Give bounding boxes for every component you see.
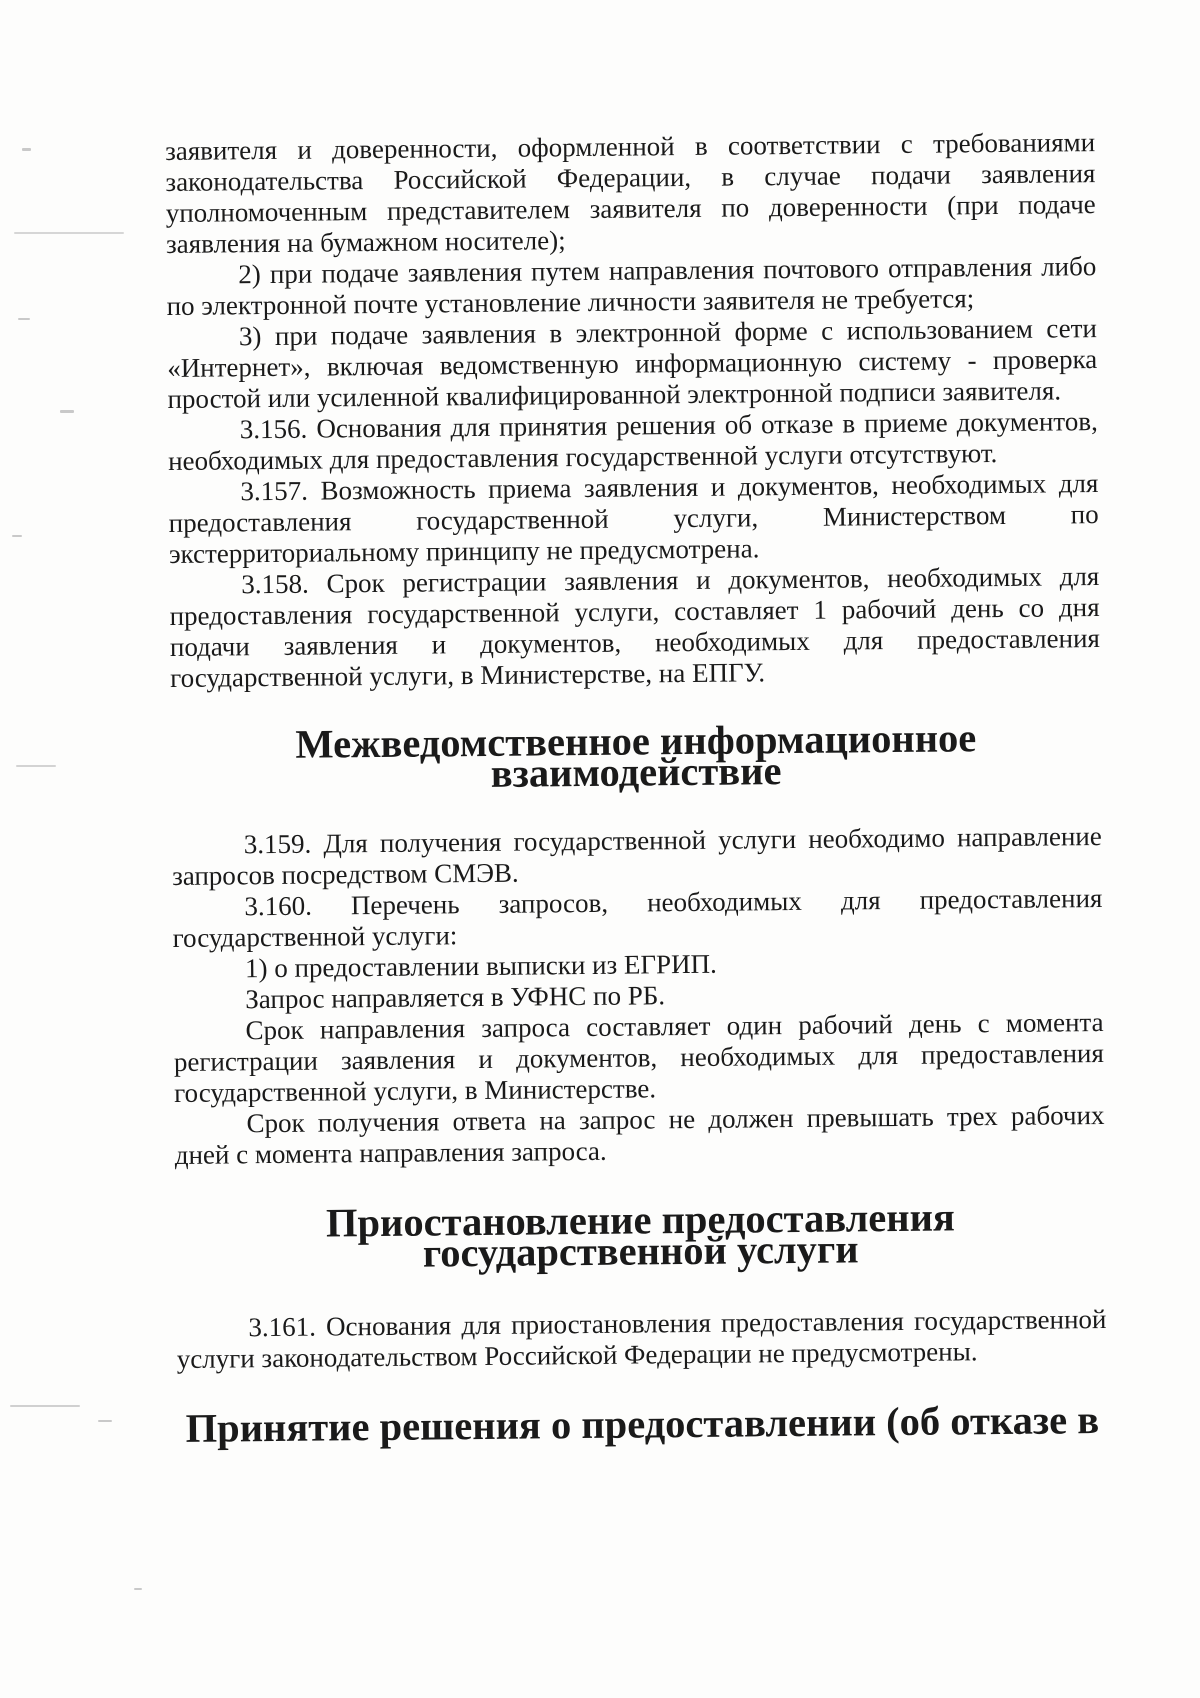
scan-speck xyxy=(60,410,74,413)
paragraph-3-156: 3.156. Основания для принятия решения об отказе в приеме документов, необходимых для предоставления государственной услуги отсутствуют. xyxy=(167,406,1098,476)
paragraph-3-157: 3.157. Возможность приема заявления и документов, необходимых для предоставления государственной услуги, Министерством по экстерриториальному принципу не предусмотрена. xyxy=(168,468,1099,569)
section-heading-suspension: Приостановление предоставления государственной услуги xyxy=(325,1194,956,1276)
paragraph-item-3: 3) при подаче заявления в электронной форме с использованием сети «Интернет», включая ведомственную информационную систему - проверка простой или усиленной квалифицированной электронной подписи заявителя. xyxy=(167,313,1098,414)
section-heading-interagency: Межведомственное информационное взаимодействие xyxy=(295,715,977,796)
scan-speck xyxy=(12,535,22,537)
section-heading-decision: Принятие решения о предоставлении (об отказе в xyxy=(185,1397,1100,1451)
paragraph-3-159: 3.159. Для получения государственной услуги необходимо направление запросов посредством СМЭВ. xyxy=(171,821,1102,891)
paragraph-request-deadline: Срок направления запроса составляет один рабочий день с момента регистрации заявления и документов, необходимых для предоставления государственной услуги, в Министерстве. xyxy=(173,1007,1104,1108)
scan-speck xyxy=(16,765,56,767)
scan-speck xyxy=(10,1405,80,1407)
scan-speck xyxy=(134,1588,142,1590)
scan-speck xyxy=(98,1420,112,1422)
paragraph-request-recipient: Запрос направляется в УФНС по РБ. xyxy=(245,980,666,1015)
paragraph-continuation: заявителя и доверенности, оформленной в соответствии с требованиями законодательства Российской Федерации, в случае подачи заявления уполномоченным представителем заявителя по доверенности (при подаче заявления на бумажном носителе); xyxy=(165,127,1096,259)
scan-speck xyxy=(18,318,30,320)
paragraph-item-2: 2) при подаче заявления путем направления почтового отправления либо по электронной почте установление личности заявителя не требуется; xyxy=(166,251,1097,321)
paragraph-3-161: 3.161. Основания для приостановления предоставления государственной услуги законодательством Российской Федерации не предусмотрены. xyxy=(176,1304,1107,1374)
scan-speck xyxy=(22,148,31,151)
paragraph-3-158: 3.158. Срок регистрации заявления и документов, необходимых для предоставления государственной услуги, составляет 1 рабочий день со дня подачи заявления и документов, необходимых для предоставления государственной услуги, в Министерстве, на ЕПГУ. xyxy=(169,561,1101,693)
paragraph-request-1: 1) о предоставлении выписки из ЕГРИП. xyxy=(244,948,717,984)
paragraph-response-deadline: Срок получения ответа на запрос не должен превышать трех рабочих дней с момента направления запроса. xyxy=(174,1100,1105,1170)
document-body xyxy=(165,127,1108,1451)
paragraph-3-160: 3.160. Перечень запросов, необходимых для предоставления государственной услуги: xyxy=(172,883,1103,953)
scan-speck xyxy=(14,232,124,234)
